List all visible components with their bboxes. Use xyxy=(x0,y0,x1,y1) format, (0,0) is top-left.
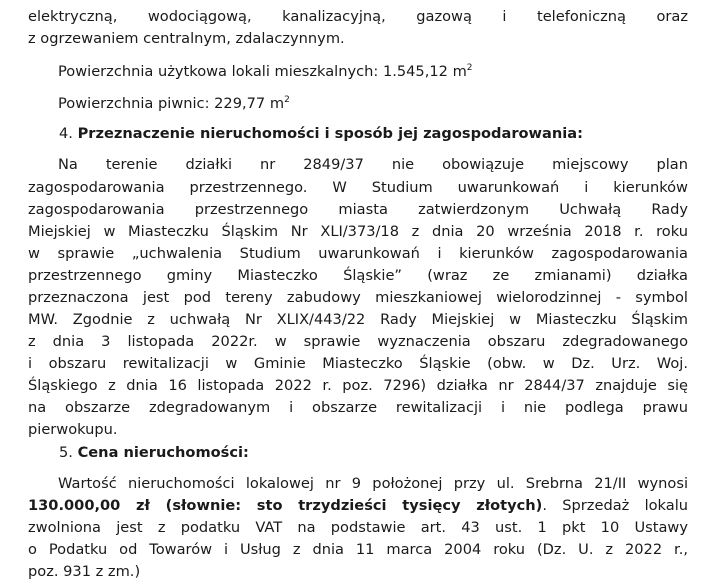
section-4-line: przeznaczona jest pod tereny zabudowy mieszkaniowej wielorodzinnej - symbol xyxy=(28,289,688,306)
section-5-heading xyxy=(59,443,719,463)
usable-area-unit-sup: 2 xyxy=(466,63,473,73)
usable-area-line xyxy=(58,62,688,82)
section-4-line: i obszaru rewitalizacji w Gminie Miasteczko Śląskie (obw. w Dz. Urz. Woj. xyxy=(28,355,688,372)
section-4-line: Na terenie działki nr 2849/37 nie obowiązuje miejscowy plan xyxy=(58,156,688,173)
basement-area-unit-sup: 2 xyxy=(284,95,290,105)
section-4-number: 4. xyxy=(59,125,73,142)
usable-area-value: 1.545,12 m xyxy=(382,63,467,80)
basement-area-label: Powierzchnia piwnic: xyxy=(58,95,210,112)
section-4-line: z dnia 3 listopada 2022r. w sprawie wyznaczenia obszaru zdegradowanego xyxy=(28,333,688,350)
section-5-line-1: Wartość nieruchomości lokalowej nr 9 położonej przy ul. Srebrna 21/II wynosi xyxy=(58,475,688,492)
basement-area-line xyxy=(58,94,688,114)
section-5-line: zwolniona jest z podatku VAT na podstawie art. 43 ust. 1 pkt 10 Ustawy xyxy=(28,519,688,536)
price-bold: 130.000,00 zł (słownie: sto trzydzieści tysięcy złotych) xyxy=(28,497,543,514)
utilities-line-2: z ogrzewaniem centralnym, zdalaczynnym. xyxy=(28,30,345,47)
section-5-price-line xyxy=(28,496,688,516)
usable-area-label: Powierzchnia użytkowa lokali mieszkalnych: xyxy=(58,63,379,80)
section-5-line: o Podatku od Towarów i Usług z dnia 11 marca 2004 roku (Dz. U. z 2022 r., xyxy=(28,541,688,558)
section-4-heading xyxy=(59,124,719,144)
section-4-line: w sprawie „uchwalenia Studium uwarunkowań i kierunków zagospodarowania xyxy=(28,245,688,262)
basement-area-value: 229,77 m xyxy=(214,95,285,112)
section-5-last-line: poz. 931 z zm.) xyxy=(28,563,141,580)
section-5-title: Cena nieruchomości: xyxy=(77,444,249,461)
section-5-number: 5. xyxy=(59,444,73,461)
section-4-title: Przeznaczenie nieruchomości i sposób jej zagospodarowania: xyxy=(77,125,583,142)
section-4-line: zagospodarowania przestrzennego. W Studium uwarunkowań i kierunków xyxy=(28,179,688,196)
section-4-last-line: pierwokupu. xyxy=(28,421,118,438)
section-4-line: zagospodarowania przestrzennego miasta zatwierdzonym Uchwałą Rady xyxy=(28,201,688,218)
section-4-line: przestrzennego gminy Miasteczko Śląskie” (wraz ze zmianami) działka xyxy=(28,267,688,284)
section-4-line: Miejskiej w Miasteczku Śląskim Nr XLI/373/18 z dnia 20 września 2018 r. roku xyxy=(28,223,688,240)
utilities-line-1: elektryczną, wodociągową, kanalizacyjną, gazową i telefoniczną oraz xyxy=(28,8,688,25)
section-4-line: na obszarze zdegradowanym i obszarze rewitalizacji i nie podlega prawu xyxy=(28,399,688,416)
section-4-line: Śląskiego z dnia 16 listopada 2022 r. poz. 7296) działka nr 2844/37 znajduje się xyxy=(28,377,688,394)
section-4-line: MW. Zgodnie z uchwałą Nr XLIX/443/22 Rady Miejskiej w Miasteczku Śląskim xyxy=(28,311,688,328)
price-rest: . Sprzedaż lokalu xyxy=(542,497,689,514)
